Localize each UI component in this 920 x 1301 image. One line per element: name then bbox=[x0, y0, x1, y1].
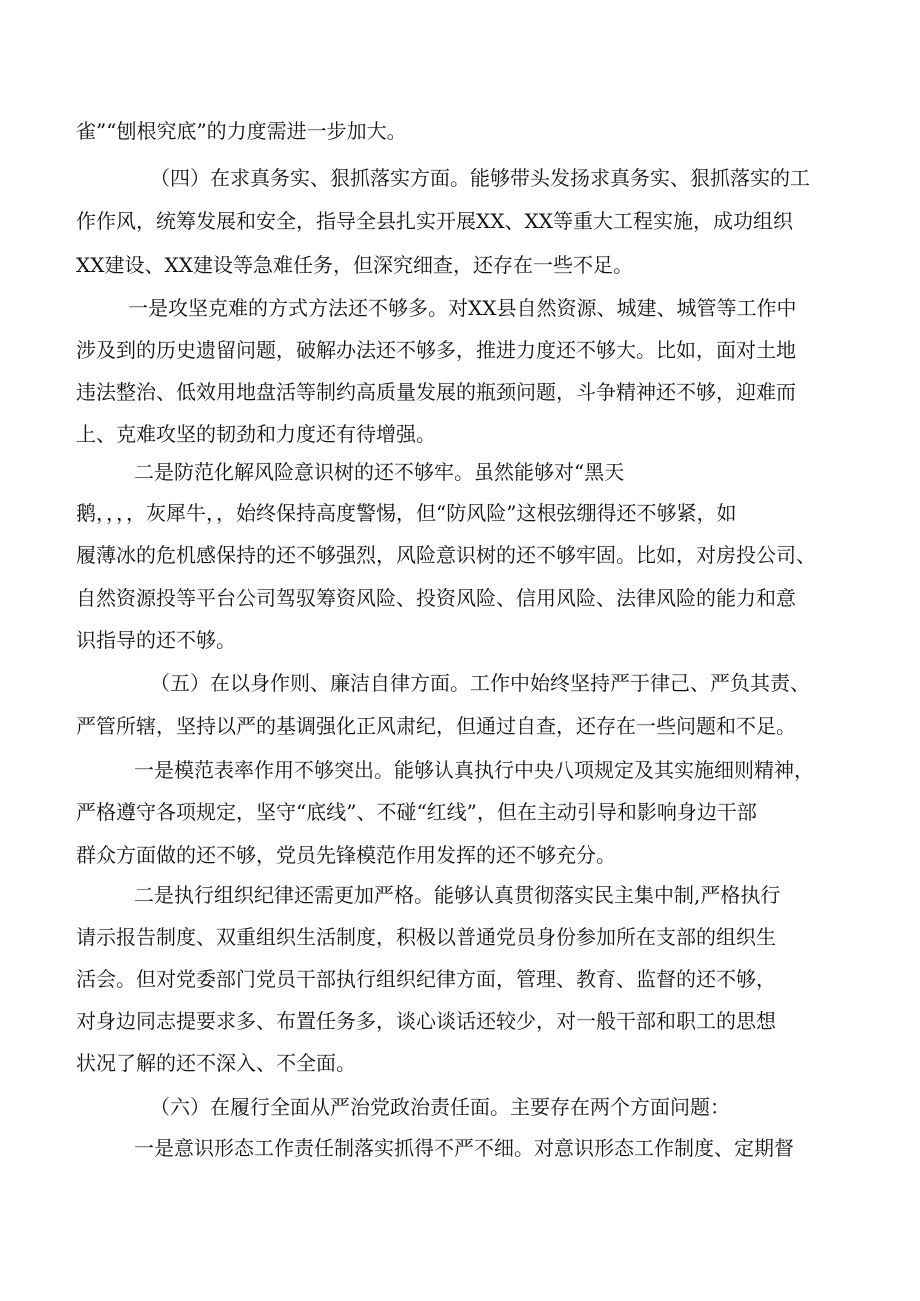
paragraph-line: 严格遵守各项规定，坚守“底线”、不碰“红线”，但在主动引导和影响身边干部 bbox=[76, 800, 757, 824]
paragraph-line: 活会。但对党委部门党员干部执行组织纪律方面，管理、教育、监督的还不够， bbox=[76, 967, 776, 991]
paragraph-line: 群众方面做的还不够，党员先锋模范作用发挥的还不够充分。 bbox=[76, 843, 616, 867]
paragraph-line: 雀”“刨根究底”的力度需进一步加大。 bbox=[76, 119, 407, 143]
paragraph-line: 涉及到的历史遗留问题，破解办法还不够多，推进力度还不够大。比如，面对土地 bbox=[76, 338, 796, 362]
paragraph-line: 上、克难攻坚的韧劲和力度还有待增强。 bbox=[76, 422, 436, 446]
paragraph-line: XX建设、XX建设等急难任务，但深究细查，还存在一些不足。 bbox=[76, 253, 633, 277]
paragraph-line: 状况了解的还不深入、不全面。 bbox=[76, 1051, 356, 1075]
section-heading-6: （六）在履行全面从严治党政治责任面。主要存在两个方面问题： bbox=[150, 1095, 730, 1119]
paragraph-line: 严管所辖，坚持以严的基调强化正风肃纪，但通过自查，还存在一些问题和不足。 bbox=[76, 714, 796, 738]
paragraph-line: 二是执行组织纪律还需更加严格。能够认真贯彻落实民主集中制,严格执行 bbox=[134, 883, 781, 907]
paragraph-line: 违法整治、低效用地盘活等制约高质量发展的瓶颈问题，斗争精神还不够，迎难而 bbox=[76, 380, 796, 404]
paragraph-line: 二是防范化解风险意识树的还不够牢。虽然能够对“黑天 bbox=[134, 460, 625, 484]
paragraph-line: 一是模范表率作用不够突出。能够认真执行中央八项规定及其实施细则精神， bbox=[134, 758, 814, 782]
paragraph-line: 履薄冰的危机感保持的还不够强烈，风险意识树的还不够牢固。比如，对房投公司、 bbox=[76, 543, 816, 567]
section-heading-4: （四）在求真务实、狠抓落实方面。能够带头发扬求真务实、狠抓落实的工 bbox=[150, 166, 810, 190]
paragraph-line: 鹅，，，，灰犀牛，，始终保持高度警惕，但“防风险”这根弦绷得还不够紧，如 bbox=[76, 501, 737, 525]
section-heading-5: （五）在以身作则、廉洁自律方面。工作中始终坚持严于律己、严负其责、 bbox=[150, 671, 810, 695]
paragraph-line: 自然资源投等平台公司驾驭筹资风险、投资风险、信用风险、法律风险的能力和意 bbox=[76, 586, 796, 610]
paragraph-line: 一是攻坚克难的方式方法还不够多。对XX县自然资源、城建、城管等工作中 bbox=[128, 296, 797, 320]
paragraph-line: 对身边同志提要求多、布置任务多，谈心谈话还较少，对一般干部和职工的思想 bbox=[76, 1009, 776, 1033]
paragraph-line: 一是意识形态工作责任制落实抓得不严不细。对意识形态工作制度、定期督 bbox=[134, 1136, 794, 1160]
paragraph-line: 识指导的还不够。 bbox=[76, 628, 236, 652]
paragraph-line: 请示报告制度、双重组织生活制度，积极以普通党员身份参加所在支部的组织生 bbox=[76, 925, 776, 949]
paragraph-line: 作作风，统筹发展和安全，指导全县扎实开展XX、XX等重大工程实施，成功组织 bbox=[76, 209, 793, 233]
